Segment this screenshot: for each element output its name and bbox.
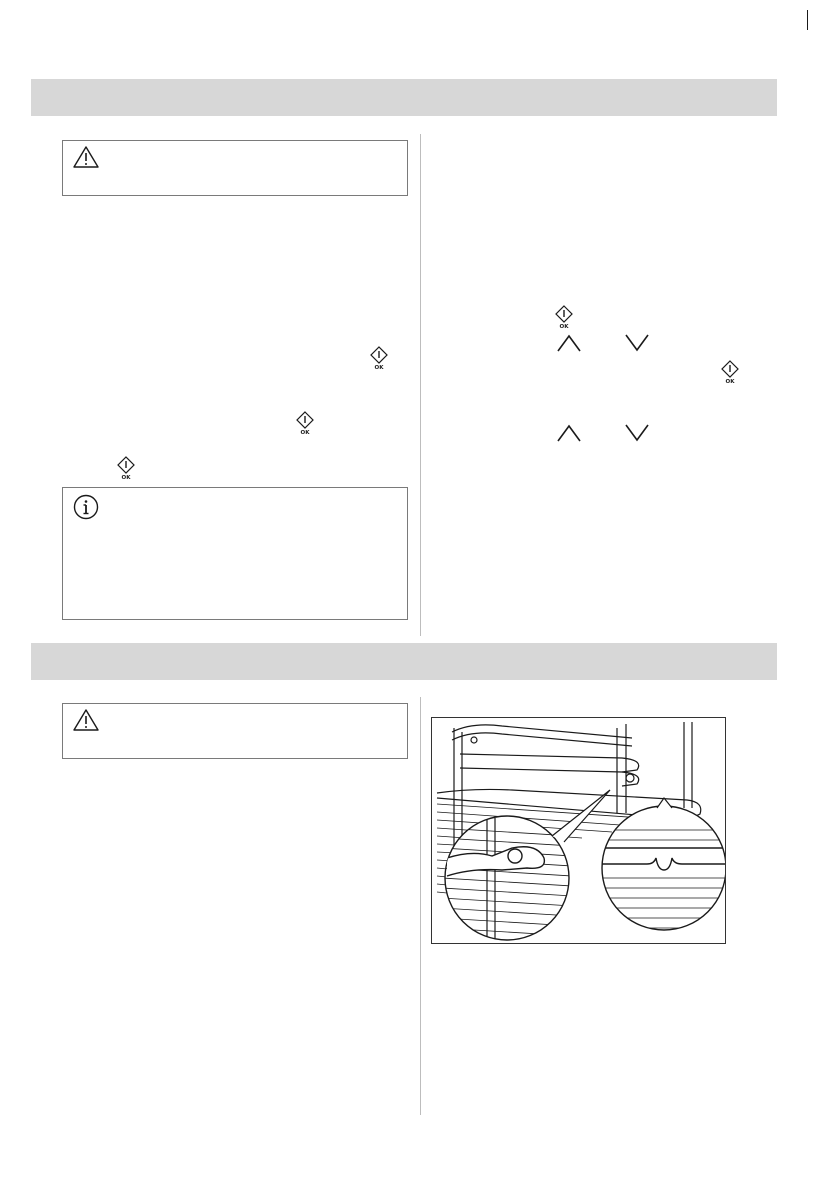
ok-button-label: OK	[374, 365, 384, 370]
ok-button-icon	[720, 360, 740, 384]
arrow-up-icon	[556, 423, 582, 443]
oven-shelf-drawing	[432, 718, 726, 944]
ok-button-label: OK	[725, 379, 735, 384]
warning-triangle-icon	[73, 709, 99, 731]
warning-box-2	[62, 703, 408, 759]
ok-button-icon	[295, 411, 315, 435]
warning-box-1	[62, 140, 408, 196]
info-circle-icon	[73, 494, 99, 520]
arrow-up-icon	[556, 333, 582, 353]
ok-button-icon	[116, 456, 136, 480]
section-header-bar-2	[31, 643, 777, 680]
ok-button-icon	[554, 305, 574, 329]
ok-button-icon	[369, 346, 389, 370]
info-box	[62, 487, 408, 620]
arrow-down-icon	[624, 333, 650, 353]
column-divider-2	[420, 697, 421, 1115]
section-header-bar-1	[31, 79, 777, 116]
column-divider-1	[420, 134, 421, 636]
ok-button-label: OK	[559, 324, 569, 329]
shelf-illustration	[431, 717, 726, 944]
warning-triangle-icon	[73, 146, 99, 168]
ok-button-label: OK	[300, 430, 310, 435]
page-edge-mark	[807, 10, 828, 30]
ok-button-label: OK	[121, 475, 131, 480]
arrow-down-icon	[624, 423, 650, 443]
